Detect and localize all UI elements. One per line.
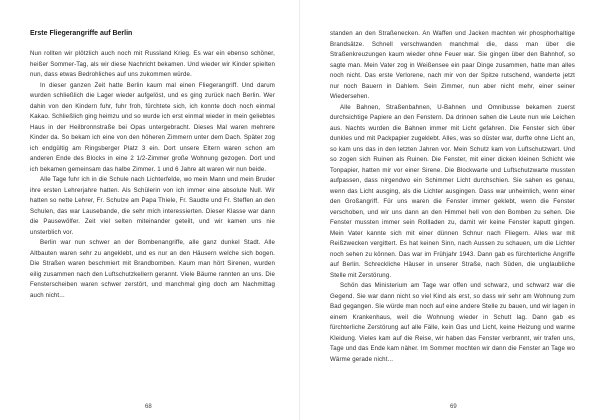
left-paragraph-1: Nun rollten wir plötzlich auch noch mit Russland Krieg. Es war ein ebenso schöner, heißer Sommer-Tag, als wir diese Nachricht bekamen. Und wieder wir Kinder spielten nun, dass etwas Bedrohliches auf uns zukommen würde.: [30, 50, 275, 78]
left-paragraph-3: Alle Tage fuhr ich in die Schule nach Lichterfelde, wo mein Mann und mein Bruder ihre ersten Lehrerjahre hatten. Als Schülerin von ich immer eine absolute Null. Wir hatten so nette Lehrer, Fr. Schulze am Papa Thiele, Fr. Saudte und Fr. Steffen an den Schulen, das war Lausebande, die sehr mich interessierten. Dieser Klasse war dann die Pausewölfer. Zeit viel selten miteinander geteilt, und wir kamen uns nie unsterblich vor.: [30, 176, 275, 236]
right-paragraph-2: Alle Bahnen, Straßenbahnen, U-Bahnen und Omnibusse bekamen zuerst durchsichtige Papiere an den Fenstern. Da drinnen sahen die Leute nun wie Leichen aus. Nachts wurden die Bahnen immer mit Licht gefahren. Die Fenster sich über dunkles und mit Packpapier zugeklebt. Alles, was so düster war, durfte ohne Licht an, so kam uns das in den letzten Jahren vor. Mein Schutz kam von Luftschutzwart. Und so zogen sich Ruinen als Ruinen. Die Fenster, mit einer dicken kleinen Schicht wie Tonpapier, hatten mir vor einer Sirene. Die Blockwarte und Luftschutzwarte mussten aufpassen, dass nirgendwo ein Schimmer Licht durchschien. Sie sahen es genau, wenn das Licht ausging, als die Lichter ausgingen. Dass war unheimlich, wenn einer den Großangriff. Für uns waren die Fenster immer geklebt, wenn die Fenster verschoben, und wir uns dann an den Himmel hell von den Bomben zu sehen. Die Fenster mussten immer sein Rollladen zu, damit wir keine Fenster kaputt gingen. Mein Vater kannte sich mit einer dünnen Schnur nach Fliegern. Alles war mit Reißzwecken vergittert. Es hat keinen Sinn, nach Aussen zu schauen, um die Lichter noch sehen zu können. Das war im Frühjahr 1943. Dann gab es fürchterliche Angriffe auf Berlin. Schreckliche Häuser in unserer Straße, nach Süden, die unglaubliche Stelle mit Zerstörung.: [330, 103, 575, 279]
right-paragraph-3: Schön das Ministerium am Tage war offen und schwarz, und schwarz war die Gegend. Sie war dann nicht so viel Kind als erst, so dass wir sehr am Wohnung zum Bad gegangen. Sie würde man noch auf eine andere Stelle zu bauen, und wir lagen in einem Krankenhaus, weil die Wohnung wieder in Schutt lag. Dann gab es fürchterliche Zerstörung auf alle Fälle, kein Gas und Licht, keine Heizung und warme Kleidung. Vieles kam auf die Reise, wir haben das Fenster verbrannt, wir trafen uns, Tage und das Ende kam näher. Im Sommer mochten wir dann die Fenster an Tage wo Wärme gerade nicht...: [330, 282, 575, 363]
left-paragraph-2: In dieser ganzen Zeit hatte Berlin kaum mal einen Fliegerangriff. Und darum wurden schließlich die Lager wieder aufgelöst, und es ging zurück nach Berlin. Wer dahin von den Kindern fuhr, fuhr froh, fürchtete sich, ich konnte doch noch einmal Kakao. Schließlich ging heimzu und so wurde ich erst einmal wieder in mein geliebtes Haus in der Heilbronnstraße bei Opas untergebracht. Dieses Mal waren mehrere Kinder da. So bekam ich eine von den höheren Zimmern unter dem Dach. Später zog ich endgültig am Ringsberger Platz 3 ein. Dort unsere Eltern waren schon am anderen Ende des Blocks in eine 2 1/2-Zimmer große Wohnung gezogen. Dort und ich bekamen gemeinsam das halbe Zimmer. 1 und 6 Jahre alt waren wir nun beide.: [30, 81, 275, 173]
chapter-heading: Erste Fliegerangriffe auf Berlin: [30, 30, 133, 37]
left-page-number: 68: [145, 404, 152, 410]
right-page: [300, 0, 600, 420]
right-page-number: 69: [450, 404, 457, 410]
right-paragraph-1: standen an den Straßenecken. An Waffen und Jacken machten wir phosphorhaltige Brandsätze. Schnell verschwanden manchmal die, dass man über die Straßenkreuzungen kaum wieder ohne Feuer war. Sie gingen über den Bahnhof, so sagte man. Mein Vater zog in Weißensee ein paar Dinge zusammen, hatte man alles noch nicht. Das erste Verlorene, nach mir von der Spitze rutschend, wanderte jetzt nur noch Bauern in Dahlem. Sein Zimmer, nun aber nicht mehr, einer seiner Wiedersehen.: [330, 30, 575, 100]
left-paragraph-4: Berlin war nun schwer an der Bombenangriffe, alle ganz dunkel Stadt. Alle Altbauten waren sehr zu angeklebt, und es nur an den Häusern welche sich bogen. Die Straßen waren beschmiert mit Brandbomben. Kaum man hört Sirenen, wurden eilig zusammen nach den Luftschutzkellern gerannt. Viele Bäume rannten an uns. Die Fensterscheiben waren schwer zerstört, und manchmal ging doch am Nachmittag auch nicht...: [30, 239, 275, 299]
